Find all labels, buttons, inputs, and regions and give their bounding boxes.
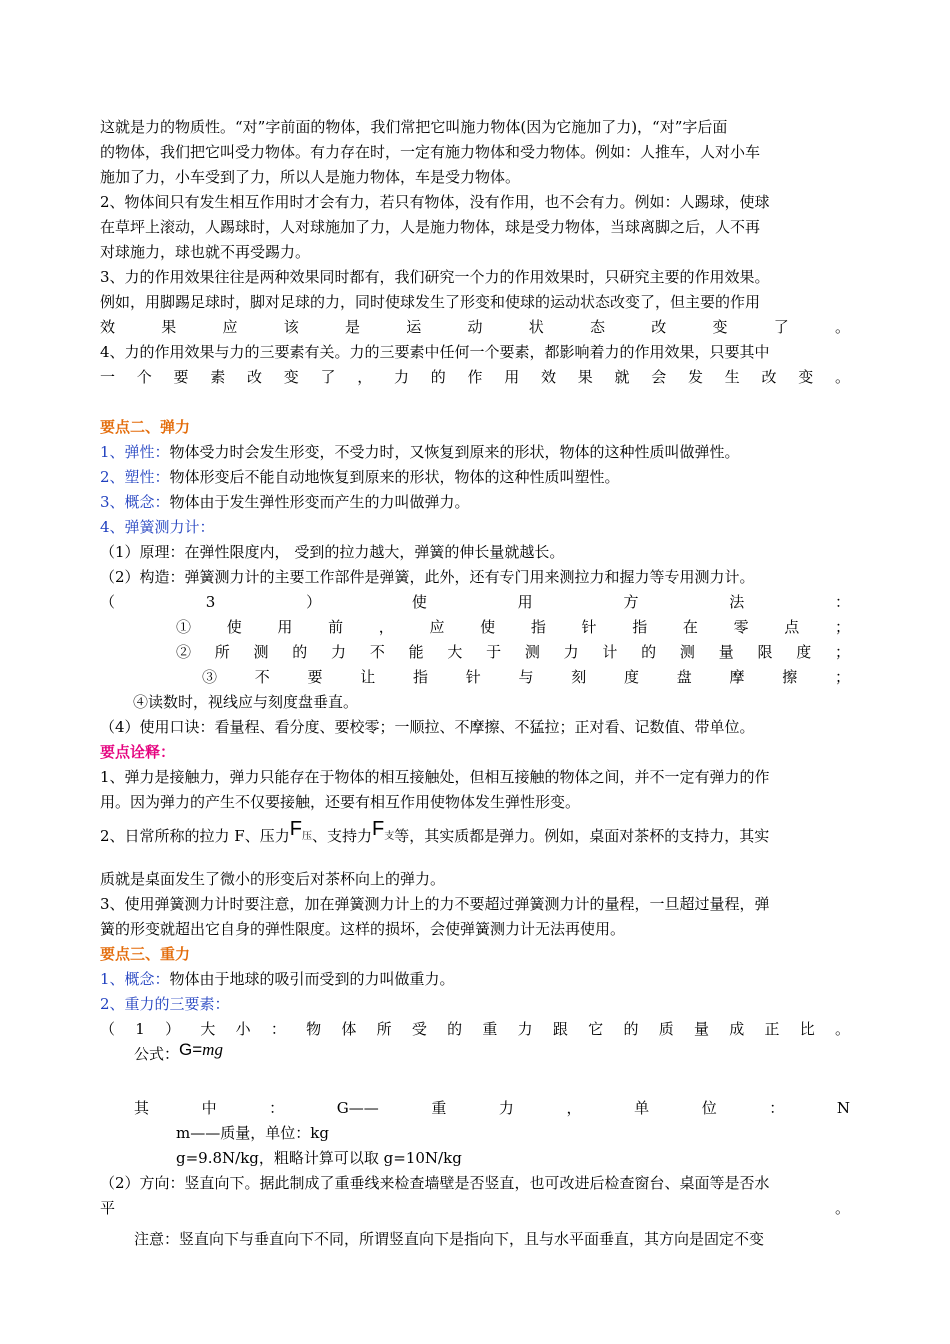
text-line: 2、物体间只有发生相互作用时才会有力，若只有物体，没有作用，也不会有力。例如：人踢球，使球 — [100, 193, 770, 211]
list-item: 2、重力的三要素： — [100, 995, 230, 1013]
text-line: ③不要让指针与刻度盘摩擦； — [202, 668, 850, 686]
notes-heading: 要点诠释： — [100, 743, 176, 761]
text-fragment: 2、日常所称的拉力 F、压力 — [100, 827, 290, 845]
text-line: 一个要素改变了，力的作用效果就会发生改变。 — [100, 368, 850, 386]
text-line: g=9.8N/kg，粗略计算可以取 g=10N/kg — [176, 1149, 462, 1167]
force-symbol: F — [371, 818, 385, 840]
text-line: （4）使用口诀：看量程、看分度、要校零；一顺拉、不摩擦、不猛拉；正对看、记数值、带单位。 — [100, 718, 755, 736]
text-line: （3）使用方法： — [100, 593, 850, 611]
text-line: 簧的形变就超出它自身的弹性限度。这样的损坏，会使弹簧测力计无法再使用。 — [100, 920, 626, 938]
text-line: 例如，用脚踢足球时，脚对足球的力，同时使球发生了形变和使球的运动状态改变了，但主要的作用 — [100, 293, 761, 311]
section-heading-elasticity: 要点二、弹力 — [100, 418, 191, 436]
text-line: （2）方向：竖直向下。据此制成了重垂线来检查墙壁是否竖直，也可改进后检查窗台、桌面等是否水 — [100, 1174, 770, 1192]
text-line: 的物体，我们把它叫受力物体。有力存在时，一定有施力物体和受力物体。例如：人推车，人对小车 — [100, 143, 761, 161]
list-item: 4、弹簧测力计： — [100, 518, 215, 536]
text-line: 3、力的作用效果往往是两种效果同时都有，我们研究一个力的作用效果时，只研究主要的作用效果。 — [100, 268, 770, 286]
formula-line — [100, 1042, 850, 1066]
text-line: 施加了力，小车受到了力，所以人是施力物体，车是受力物体。 — [100, 168, 521, 186]
force-subscript: 压 — [301, 831, 312, 842]
text-line: ④读数时，视线应与刻度盘垂直。 — [133, 693, 359, 711]
text-line: 其中：G——重力，单位：N — [134, 1099, 850, 1117]
force-symbol: F — [289, 818, 302, 840]
text-line: ①使用前，应使指针指在零点； — [176, 618, 850, 636]
document-page — [100, 115, 850, 1252]
list-item — [100, 967, 850, 992]
list-item — [100, 465, 850, 490]
text-line: （1）原理：在弹性限度内， 受到的拉力越大，弹簧的伸长量就越长。 — [100, 543, 565, 561]
text-fragment: 、支持力 — [311, 827, 372, 845]
text-line: 这就是力的物质性。“对”字前面的物体，我们常把它叫施力物体(因为它施加了力)，“对”字后面 — [100, 118, 728, 136]
text-line: 1、弹力是接触力，弹力只能存在于物体的相互接触处，但相互接触的物体之间，并不一定有弹力的作 — [100, 768, 770, 786]
formula-rhs: mg — [202, 1040, 223, 1059]
text-line: 用。因为弹力的产生不仅要接触，还要有相互作用使物体发生弹性形变。 — [100, 793, 581, 811]
text-line — [100, 817, 850, 857]
force-subscript: 支 — [384, 831, 395, 842]
text-fragment: 等，其实质都是弹力。例如，桌面对茶杯的支持力，其实 — [394, 827, 770, 845]
section-heading-gravity: 要点三、重力 — [100, 945, 191, 963]
text-line: （1）大小：物体所受的重力跟它的质量成正比。 — [100, 1020, 850, 1038]
item-text: 物体形变后不能自动地恢复到原来的形状，物体的这种性质叫塑性。 — [169, 468, 620, 486]
text-line: 3、使用弹簧测力计时要注意，加在弹簧测力计上的力不要超过弹簧测力计的量程，一旦超过量程，弹 — [100, 895, 770, 913]
text-line: 质就是桌面发生了微小的形变后对茶杯向上的弹力。 — [100, 870, 446, 888]
text-line: （2）构造：弹簧测力计的主要工作部件是弹簧，此外，还有专门用来测拉力和握力等专用测力计。 — [100, 568, 755, 586]
list-item — [100, 440, 850, 465]
text-line: 在草坪上滚动，人踢球时，人对球施加了力，人是施力物体，球是受力物体，当球离脚之后，人不再 — [100, 218, 761, 236]
item-label: 1、概念： — [100, 970, 170, 988]
text-line: ②所测的力不能大于测力计的测量限度； — [176, 643, 850, 661]
formula-label: 公式： — [134, 1045, 180, 1063]
item-label: 3、概念： — [100, 493, 170, 511]
formula-lhs: G= — [179, 1040, 203, 1059]
text-line: 注意：竖直向下与垂直向下不同，所谓竖直向下是指向下，且与水平面垂直，其方向是固定不变 — [134, 1230, 765, 1248]
item-text: 物体受力时会发生形变，不受力时，又恢复到原来的形状，物体的这种性质叫做弹性。 — [169, 443, 740, 461]
text-line: 对球施力，球也就不再受踢力。 — [100, 243, 311, 261]
item-label: 2、塑性： — [100, 468, 170, 486]
text-line: m——质量，单位：kg — [176, 1124, 329, 1142]
item-text: 物体由于发生弹性形变而产生的力叫做弹力。 — [169, 493, 470, 511]
text-line: 平。 — [100, 1199, 850, 1217]
list-item — [100, 490, 850, 515]
item-label: 1、弹性： — [100, 443, 170, 461]
formula — [179, 1040, 223, 1059]
item-text: 物体由于地球的吸引而受到的力叫做重力。 — [169, 970, 455, 988]
text-line: 效果应该是运动状态改变了。 — [100, 318, 850, 336]
text-line: 4、力的作用效果与力的三要素有关。力的三要素中任何一个要素，都影响着力的作用效果，只要其中 — [100, 343, 770, 361]
